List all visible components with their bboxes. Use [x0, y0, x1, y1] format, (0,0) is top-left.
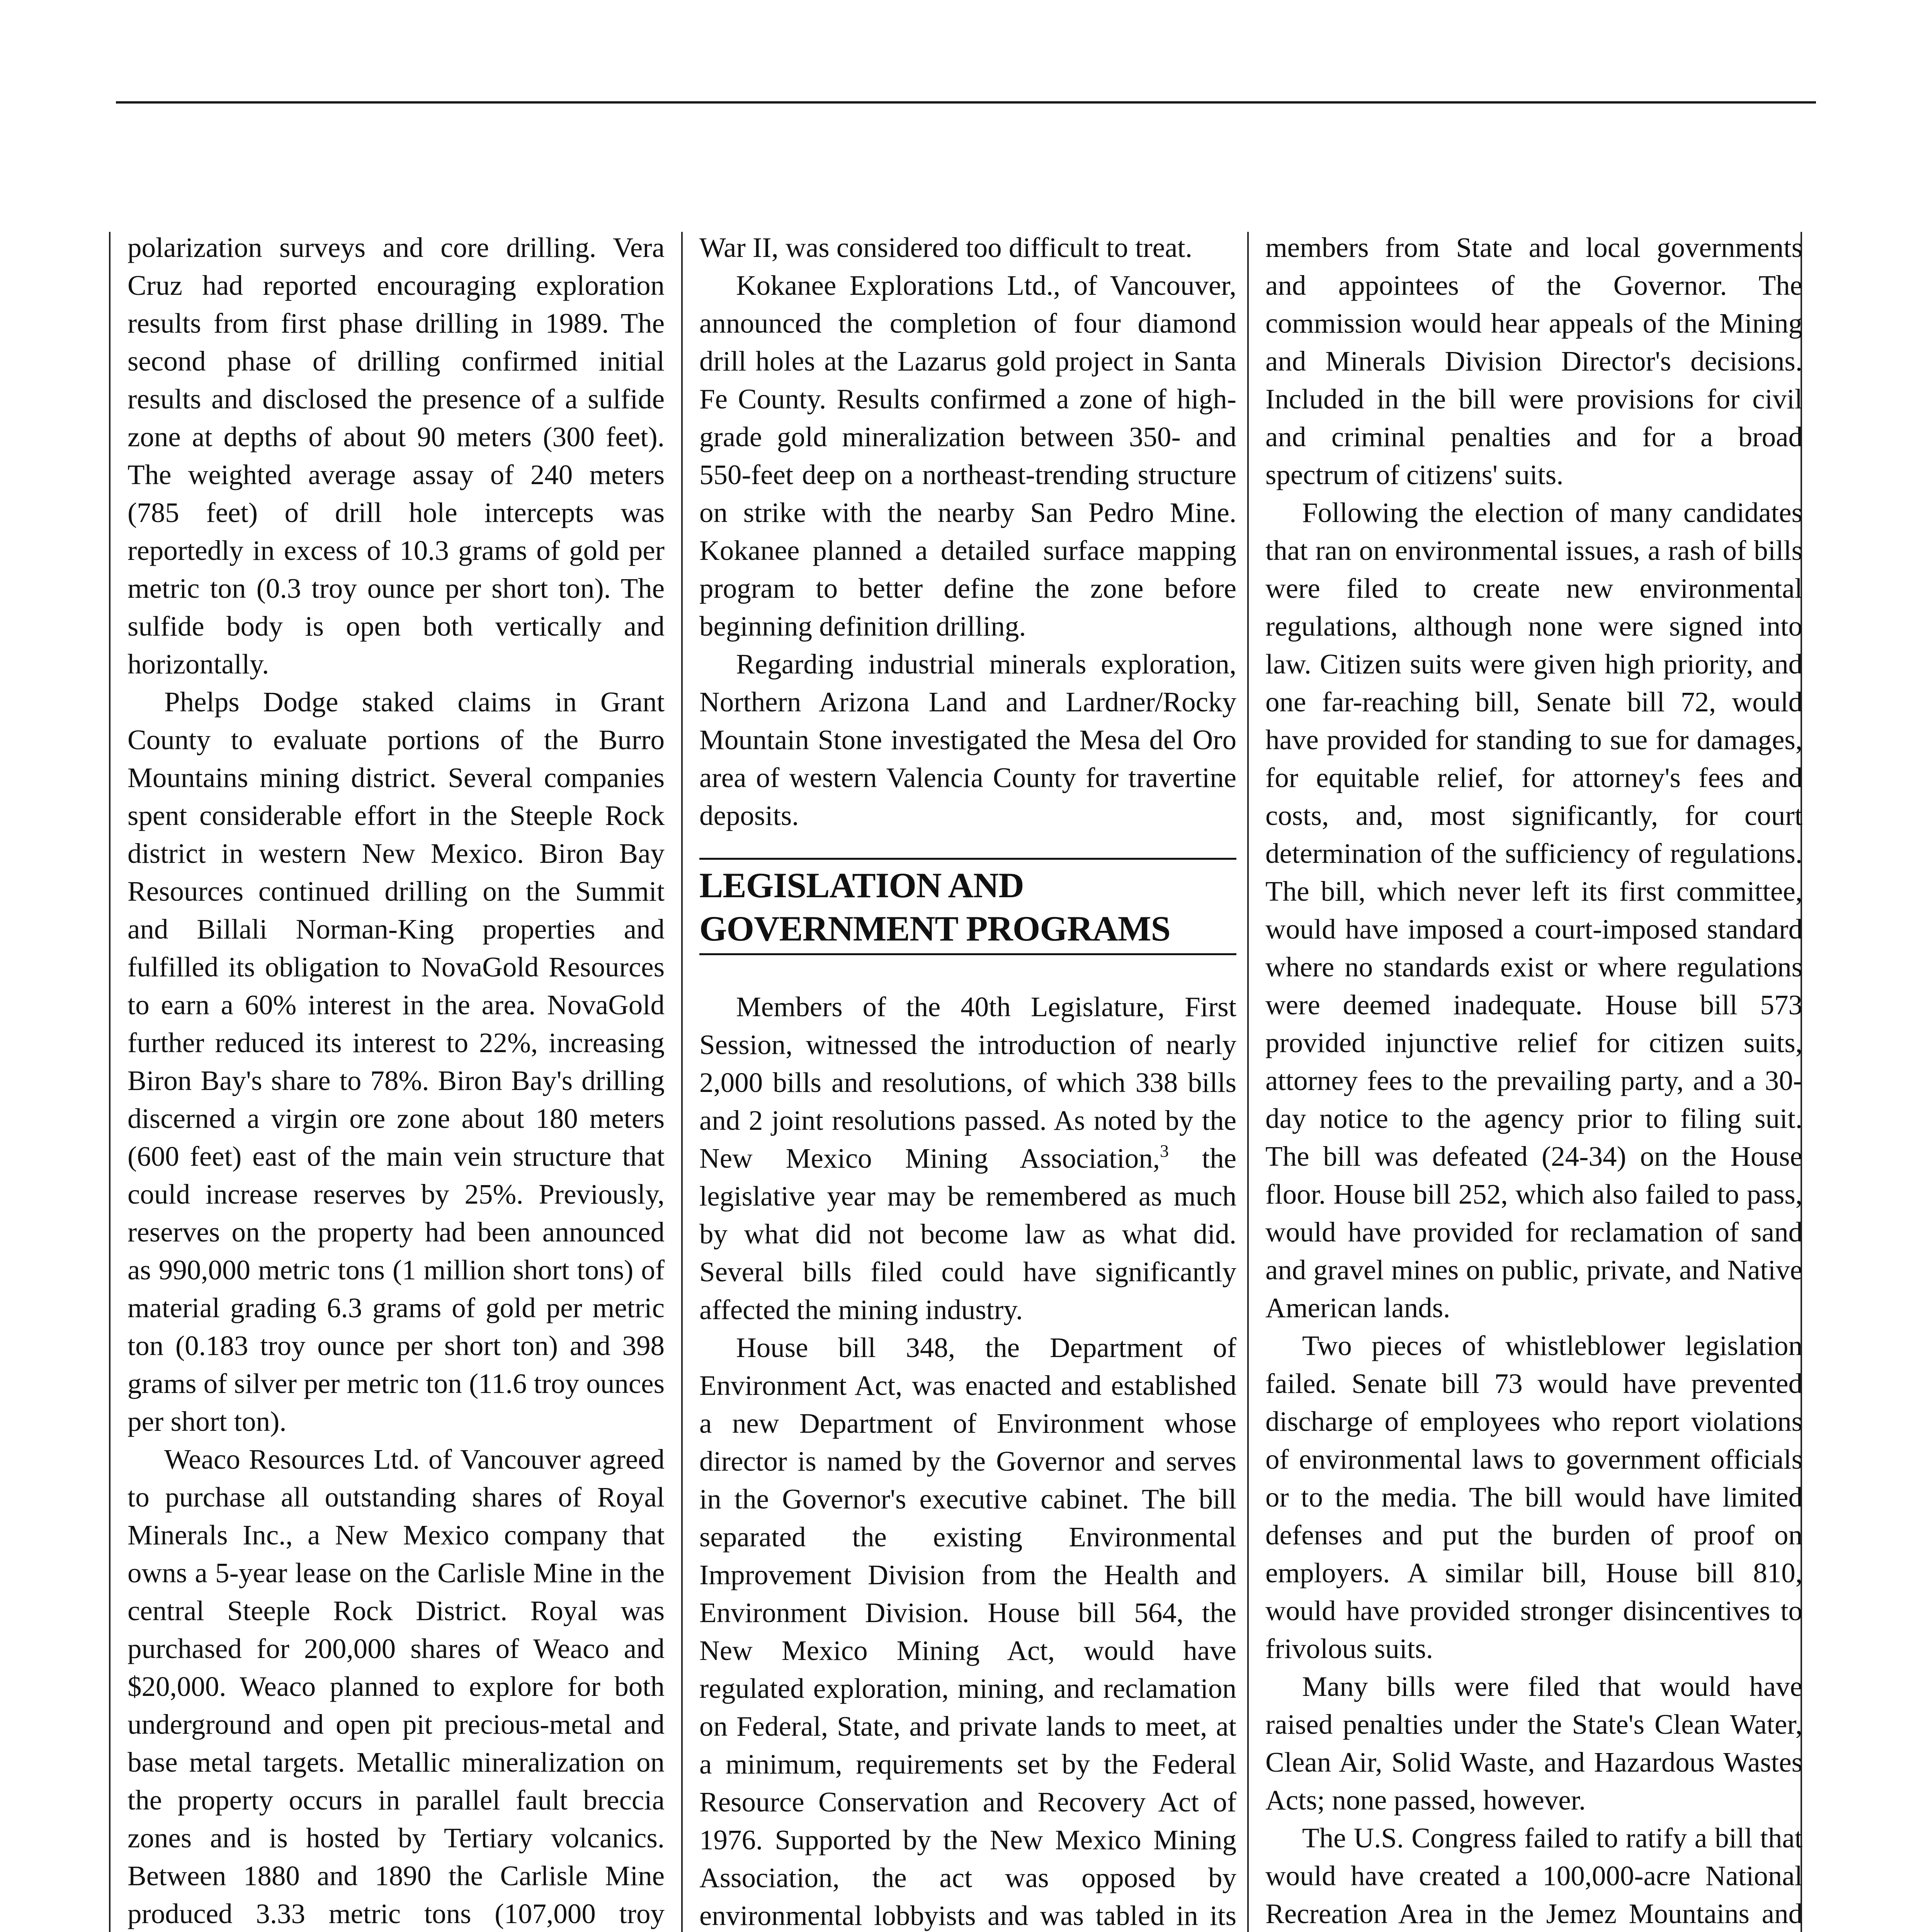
paragraph: Kokanee Explorations Ltd., of Vancouver, announced the completion of four diamond drill holes at the Lazarus gold project in Santa Fe County. Results confirmed a zone of high-grade gold mineralization between 350- and 550-feet deep on a northeast-trending structure on strike with the nearby San Pedro Mine. Kokanee planned a detailed surface mapping program to better define the zone before beginning definition drilling. — [699, 270, 1236, 642]
column-2 — [699, 229, 1236, 1932]
paragraph: Weaco Resources Ltd. of Vancouver agreed to purchase all outstanding shares of Royal Minerals Inc., a New Mexico company that owns a 5-year lease on the Carlisle Mine in the central Steeple Rock District. Royal was purchased for 200,000 shares of Weaco and $20,000. Weaco planned to explore for both underground and open pit precious-metal and base metal targets. Metallic mineralization on the property occurs in parallel fault breccia zones and is hosted by Tertiary volcanics. Between 1880 and 1890 the Carlisle Mine produced 3.33 metric tons (107,000 troy — [128, 1444, 665, 1929]
column-1 — [128, 229, 665, 1932]
paragraph: Many bills were filed that would have raised penalties under the State's Clean Water, Clean Air, Solid Waste, and Hazardous Wastes Acts; none passed, however. — [1265, 1671, 1802, 1816]
paragraph: members from State and local governments and appointees of the Governor. The commission would hear appeals of the Mining and Minerals Division Director's decisions. Included in the bill were provisions for civil and criminal penalties and for a broad spectrum of citizens' suits. — [1265, 232, 1802, 490]
paragraph-text: the legislative year may be remembered as much by what did not become law as what did. Several bills filed could have significantly affected the mining industry. — [699, 1143, 1236, 1325]
paragraph: Two pieces of whistleblower legislation failed. Senate bill 73 would have prevented discharge of employees who report violations of environmental laws to government officials or to the media. The bill would have limited defenses and put the burden of proof on employers. A similar bill, House bill 810, would have provided stronger disincentives to frivolous suits. — [1265, 1330, 1802, 1664]
column-3 — [1265, 229, 1802, 1932]
section-heading: LEGISLATION AND GOVERNMENT PROGRAMS — [699, 858, 1236, 955]
paragraph: Following the election of many candidates that ran on environmental issues, a rash of bills were filed to create new environmental regulations, although none were signed into law. Citizen suits were given high priority, and one far-reaching bill, Senate bill 72, would have provided for standing to sue for damages, for equitable relief, for attorney's fees and costs, and, most significantly, for court determination of the sufficiency of regulations. The bill, which never left its first committee, would have imposed a court-imposed standard where no standards exist or where regulations were deemed inadequate. House bill 573 provided injunctive relief for citizen suits, attorney fees to the prevailing party, and a 30-day notice to the agency prior to filing suit. The bill was defeated (24-34) on the House floor. House bill 252, which also failed to pass, would have provided for reclamation of sand and gravel mines on public, private, and Native American lands. — [1265, 497, 1802, 1323]
paragraph-text: Members of the 40th Legislature, First Session, witnessed the introduction of nearly 2,000 bills and resolutions, of which 338 bills and 2 joint resolutions passed. As noted by the New Mexico Mining Association, — [699, 991, 1236, 1174]
paragraph: House bill 348, the Department of Environment Act, was enacted and established a new Department of Environment whose director is named by the Governor and serves in the Governor's executive cabinet. The bill separated the existing Environmental Improvement Division from the Health and Environment Division. House bill 564, the New Mexico Mining Act, would have regulated exploration, mining, and reclamation on Federal, State, and private lands to meet, at a minimum, requirements set by the Federal Resource Conservation and Recovery Act of 1976. Supported by the New Mexico Mining Association, the act was opposed by environmental lobbyists and was tabled in its — [699, 1332, 1236, 1931]
paragraph: The U.S. Congress failed to ratify a bill that would have created a 100,000-acre National Recreation Area in the Jemez Mountains and — [1265, 1822, 1802, 1929]
paragraph: Phelps Dodge staked claims in Grant County to evaluate portions of the Burro Mountains mining district. Several companies spent considerable effort in the Steeple Rock district in western New Mexico. Biron Bay Resources continued drilling on the Summit and Billali Norman-King properties and fulfilled its obligation to NovaGold Resources to earn a 60% interest in the area. NovaGold further reduced its interest to 22%, increasing Biron Bay's share to 78%. Biron Bay's drilling discerned a virgin ore zone about 180 meters (600 feet) east of the main vein structure that could increase reserves by 25%. Previously, reserves on the property had been announced as 990,000 metric tons (1 million short tons) of material grading 6.3 grams of gold per metric ton (0.183 troy ounce per short ton) and 398 grams of silver per metric ton (11.6 troy ounces per short ton). — [128, 686, 665, 1437]
paragraph — [699, 988, 1236, 1329]
column-rule-1-2 — [681, 232, 683, 1932]
paragraph: Regarding industrial minerals exploration, Northern Arizona Land and Lardner/Rocky Mountain Stone investigated the Mesa del Oro area of western Valencia County for travertine deposits. — [699, 648, 1236, 831]
footnote-reference: 3 — [1160, 1141, 1169, 1161]
top-rule — [116, 101, 1816, 104]
column-rule-left — [109, 232, 111, 1932]
column-rule-2-3 — [1247, 232, 1249, 1932]
paragraph: War II, was considered too difficult to treat. — [699, 232, 1192, 263]
paragraph: polarization surveys and core drilling. Vera Cruz had reported encouraging exploration results from first phase drilling in 1989. The second phase of drilling confirmed initial results and disclosed the presence of a sulfide zone at depths of about 90 meters (300 feet). The weighted average assay of 240 meters (785 feet) of drill hole intercepts was reportedly in excess of 10.3 grams of gold per metric ton (0.3 troy ounce per short ton). The sulfide body is open both vertically and horizontally. — [128, 232, 665, 680]
